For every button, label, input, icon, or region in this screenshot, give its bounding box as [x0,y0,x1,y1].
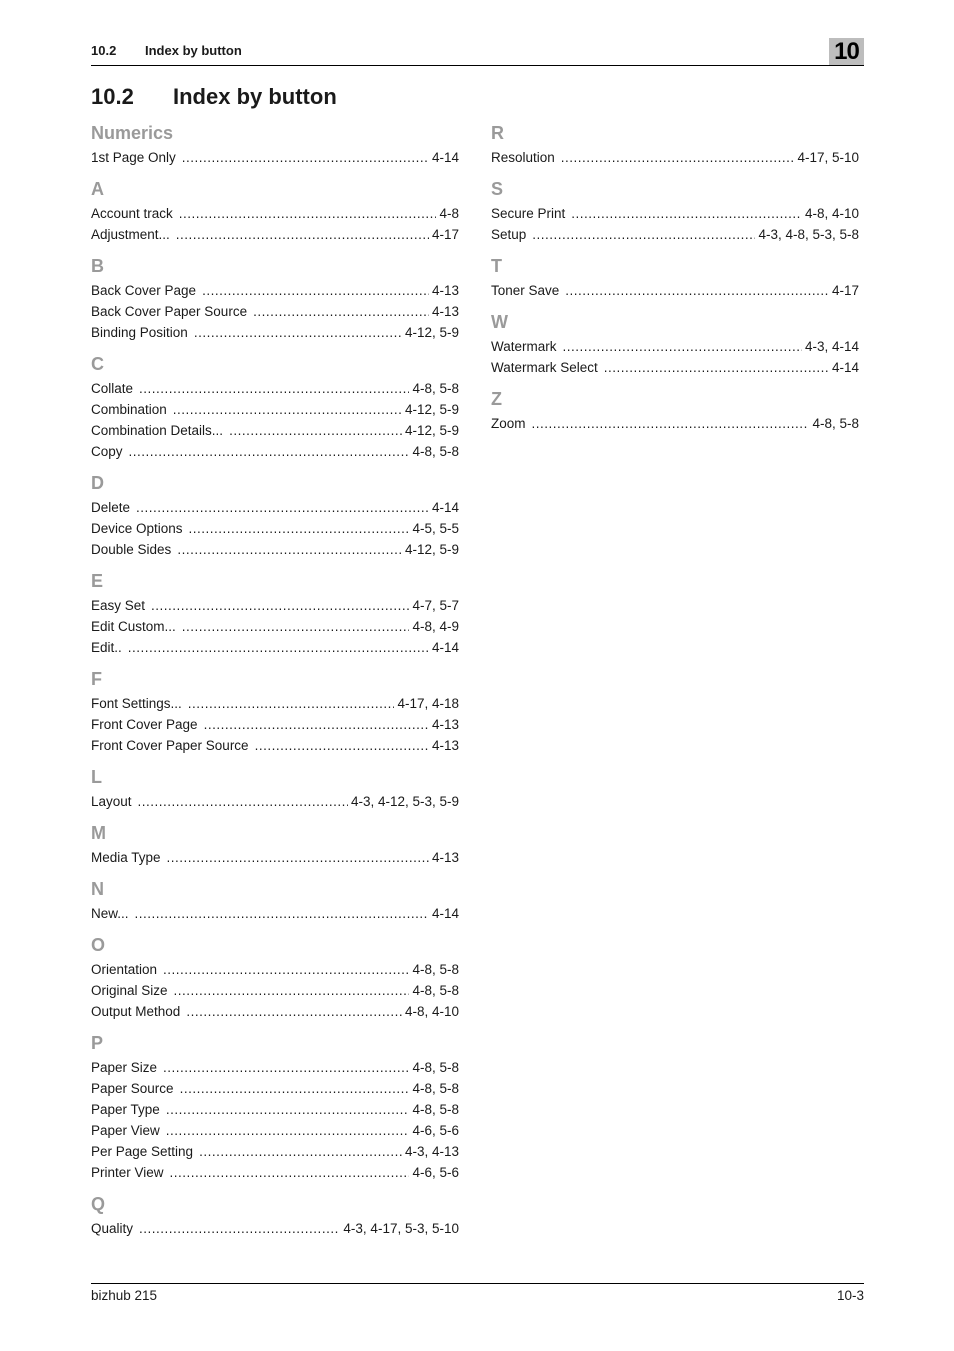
page-title [91,84,337,110]
index-group-letter: E [91,571,104,591]
index-entry-pages[interactable]: 4-3, 4-17, 5-3, 5-10 [343,1221,459,1236]
index-entry[interactable] [91,1099,459,1120]
index-entry-label: Layout [91,794,132,809]
dot-leader [177,539,402,560]
index-group [91,766,459,812]
index-entry-pages[interactable]: 4-12, 5-9 [404,542,459,557]
dot-leader [151,595,409,616]
page-title-text: Index by button [173,84,337,109]
index-entry-label: Binding Position [91,325,188,340]
index-group-letter: W [491,312,508,332]
index-entry[interactable] [91,847,459,868]
index-entry-label: Watermark Select [491,360,598,375]
index-entry-label: Paper Source [91,1081,174,1096]
index-group [91,353,459,462]
index-entry-pages[interactable]: 4-3, 4-13 [404,1144,459,1159]
index-entry[interactable] [91,714,459,735]
index-entry[interactable] [91,1120,459,1141]
index-entry-label: Paper View [91,1123,160,1138]
index-entry[interactable] [491,224,859,245]
dot-leader [136,497,429,518]
index-group-letter: C [91,354,104,374]
index-entry-pages[interactable]: 4-12, 5-9 [404,402,459,417]
index-entry-pages[interactable]: 4-17 [831,283,859,298]
index-entry-label: Toner Save [491,283,560,298]
index-entry[interactable] [91,203,459,224]
index-group [491,388,859,434]
index-entry-pages[interactable]: 4-8, 5-8 [412,381,459,396]
index-entry[interactable] [91,301,459,322]
index-group-letter: S [491,179,504,199]
index-entry-pages[interactable]: 4-6, 5-6 [412,1123,459,1138]
index-entry[interactable] [91,791,459,812]
index-group [491,255,859,301]
index-entry[interactable] [491,280,859,301]
index-entry[interactable] [91,616,459,637]
dot-leader [170,1162,410,1183]
index-entry-label: Output Method [91,1004,181,1019]
dot-leader [532,224,755,245]
index-entry-label: Edit Custom... [91,619,176,634]
index-group-letter: D [91,473,104,493]
index-entry-label: Combination [91,402,167,417]
page-title-number: 10.2 [91,84,134,109]
index-entry[interactable] [91,1162,459,1183]
index-group-letter: Z [491,389,502,409]
index-entry-pages[interactable]: 4-12, 5-9 [404,325,459,340]
index-group-letter: N [91,879,104,899]
dot-leader [167,847,429,868]
index-entry-pages[interactable]: 4-17 [431,227,459,242]
index-entry-label: Media Type [91,850,161,865]
dot-leader [182,147,429,168]
index-entry-pages[interactable]: 4-8 [439,206,459,221]
index-entry-label: Double Sides [91,542,172,557]
dot-leader [166,1099,410,1120]
index-group [91,878,459,924]
header-section-number: 10.2 [91,43,117,58]
index-entry[interactable] [91,735,459,756]
index-entry[interactable] [91,980,459,1001]
running-header [91,41,864,66]
chapter-number-tab: 10 [829,38,864,65]
index-entry[interactable] [91,147,459,168]
index-entry-pages[interactable]: 4-3, 4-14 [804,339,859,354]
index-group [91,472,459,560]
index-group-letter: F [91,669,102,689]
footer-page-number: 10-3 [836,1288,864,1303]
index-entry[interactable] [91,378,459,399]
dot-leader [255,735,429,756]
index-group-letter: T [491,256,502,276]
index-group [91,1032,459,1183]
index-group-letter: Numerics [91,123,174,143]
index-entry-pages[interactable]: 4-17, 4-18 [397,696,459,711]
dot-leader [253,301,429,322]
index-column-left [91,122,459,1239]
index-group [91,822,459,868]
index-entry-label: Watermark [491,339,557,354]
index-entry[interactable] [91,497,459,518]
dot-leader [604,357,829,378]
dot-leader [139,1218,340,1239]
dot-leader [179,203,437,224]
index-entry-label: Font Settings... [91,696,182,711]
index-group [91,934,459,1022]
index-entry-label: Collate [91,381,134,396]
index-entry[interactable] [491,413,859,434]
index-entry-label: Zoom [491,416,526,431]
index-entry[interactable] [91,539,459,560]
index-entry-pages[interactable]: 4-13 [431,304,459,319]
index-entry[interactable] [91,1218,459,1239]
index-entry-label: Combination Details... [91,423,224,438]
index-group [491,311,859,378]
index-entry[interactable] [91,959,459,980]
dot-leader [229,420,402,441]
index-entry-label: Paper Type [91,1102,160,1117]
index-entry[interactable] [91,595,459,616]
index-entry[interactable] [91,518,459,539]
index-entry-label: Front Cover Page [91,717,198,732]
index-entry-label: New... [91,906,129,921]
index-entry-pages[interactable]: 4-5, 5-5 [412,521,459,536]
index-group [91,570,459,658]
index-entry-label: Adjustment... [91,227,170,242]
footer-rule [91,1283,864,1284]
dot-leader [182,616,410,637]
index-entry[interactable] [91,441,459,462]
index-entry[interactable] [91,693,459,714]
index-entry-pages[interactable]: 4-8, 4-10 [404,1004,459,1019]
index-entry-pages[interactable]: 4-3, 4-8, 5-3, 5-8 [758,227,859,242]
index-entry[interactable] [91,903,459,924]
index-entry[interactable] [91,420,459,441]
dot-leader [189,518,410,539]
index-entry[interactable] [91,637,459,658]
index-entry-pages[interactable]: 4-8, 5-8 [412,983,459,998]
index-group-letter: B [91,256,104,276]
index-entry-label: Front Cover Paper Source [91,738,249,753]
index-entry-pages[interactable]: 4-8, 5-8 [412,444,459,459]
index-group [491,122,859,168]
index-entry-pages[interactable]: 4-14 [431,906,459,921]
index-entry-pages[interactable]: 4-17, 5-10 [797,150,859,165]
header-section-title: Index by button [145,43,242,58]
index-entry-label: Back Cover Page [91,283,197,298]
index-entry[interactable] [491,336,859,357]
index-entry-pages[interactable]: 4-8, 4-9 [412,619,459,634]
index-entry-label: Orientation [91,962,158,977]
index-entry[interactable] [491,357,859,378]
dot-leader [138,791,348,812]
index-entry[interactable] [91,1078,459,1099]
index-entry-pages[interactable]: 4-13 [431,717,459,732]
page-footer [91,1283,864,1303]
index-entry-pages[interactable]: 4-14 [431,500,459,515]
index-entry-label: Setup [491,227,527,242]
index-entry-label: Secure Print [491,206,566,221]
index-entry-label: Quality [91,1221,134,1236]
index-entry-pages[interactable]: 4-14 [431,150,459,165]
dot-leader [174,980,410,1001]
dot-leader [176,224,429,245]
dot-leader [163,959,409,980]
index-entry-pages[interactable]: 4-6, 5-6 [412,1165,459,1180]
index-group-letter: P [91,1033,104,1053]
index-entry-pages[interactable]: 4-8, 5-8 [812,416,859,431]
index-entry-pages[interactable]: 4-8, 5-8 [412,1060,459,1075]
index-group [491,178,859,245]
index-entry[interactable] [91,1141,459,1162]
index-entry-label: Paper Size [91,1060,158,1075]
index-group-letter: O [91,935,106,955]
index-group-letter: M [91,823,106,843]
dot-leader [561,147,795,168]
index-entry[interactable] [91,1001,459,1022]
index-entry[interactable] [91,1057,459,1078]
index-entry-label: Resolution [491,150,555,165]
index-entry-pages[interactable]: 4-3, 4-12, 5-3, 5-9 [350,794,459,809]
dot-leader [180,1078,410,1099]
index-group [91,122,459,168]
header-rule [91,65,864,66]
dot-leader [563,336,802,357]
dot-leader [204,714,429,735]
footer-product-name: bizhub 215 [91,1288,158,1303]
index-group [91,668,459,756]
dot-leader [186,1001,402,1022]
dot-leader [128,637,429,658]
dot-leader [202,280,429,301]
index-entry-label: Copy [91,444,123,459]
index-entry-pages[interactable]: 4-8, 5-8 [412,962,459,977]
index-group-letter: A [91,179,104,199]
index-entry[interactable] [91,224,459,245]
index-entry-label: Per Page Setting [91,1144,194,1159]
dot-leader [139,378,409,399]
index-entry-pages[interactable]: 4-8, 5-8 [412,1102,459,1117]
index-group [91,255,459,343]
index-entry-pages[interactable]: 4-13 [431,283,459,298]
index-entry[interactable] [91,280,459,301]
index-entry-label: Delete [91,500,131,515]
index-group [91,1193,459,1239]
dot-leader [532,413,810,434]
index-group-letter: R [491,123,504,143]
index-entry-pages[interactable]: 4-7, 5-7 [412,598,459,613]
dot-leader [129,441,410,462]
index-entry-label: Easy Set [91,598,146,613]
index-entry-pages[interactable]: 4-13 [431,738,459,753]
dot-leader [173,399,402,420]
index-group-letter: L [91,767,102,787]
index-entry[interactable] [91,399,459,420]
index-entry-label: Edit.. [91,640,122,655]
dot-leader [199,1141,402,1162]
index-entry[interactable] [91,322,459,343]
index-entry-label: 1st Page Only [91,150,176,165]
index-entry-pages[interactable]: 4-14 [831,360,859,375]
index-group [91,178,459,245]
index-column-right [491,122,859,434]
index-entry-pages[interactable]: 4-13 [431,850,459,865]
index-entry-pages[interactable]: 4-8, 4-10 [804,206,859,221]
index-entry-pages[interactable]: 4-8, 5-8 [412,1081,459,1096]
dot-leader [194,322,402,343]
index-entry-label: Device Options [91,521,183,536]
index-entry-pages[interactable]: 4-14 [431,640,459,655]
index-entry[interactable] [491,203,859,224]
index-entry-label: Printer View [91,1165,164,1180]
index-entry-pages[interactable]: 4-12, 5-9 [404,423,459,438]
dot-leader [188,693,395,714]
index-entry[interactable] [491,147,859,168]
dot-leader [565,280,829,301]
dot-leader [135,903,429,924]
index-entry-label: Account track [91,206,173,221]
dot-leader [166,1120,410,1141]
dot-leader [163,1057,409,1078]
index-entry-label: Original Size [91,983,168,998]
dot-leader [571,203,802,224]
index-group-letter: Q [91,1194,106,1214]
index-entry-label: Back Cover Paper Source [91,304,248,319]
